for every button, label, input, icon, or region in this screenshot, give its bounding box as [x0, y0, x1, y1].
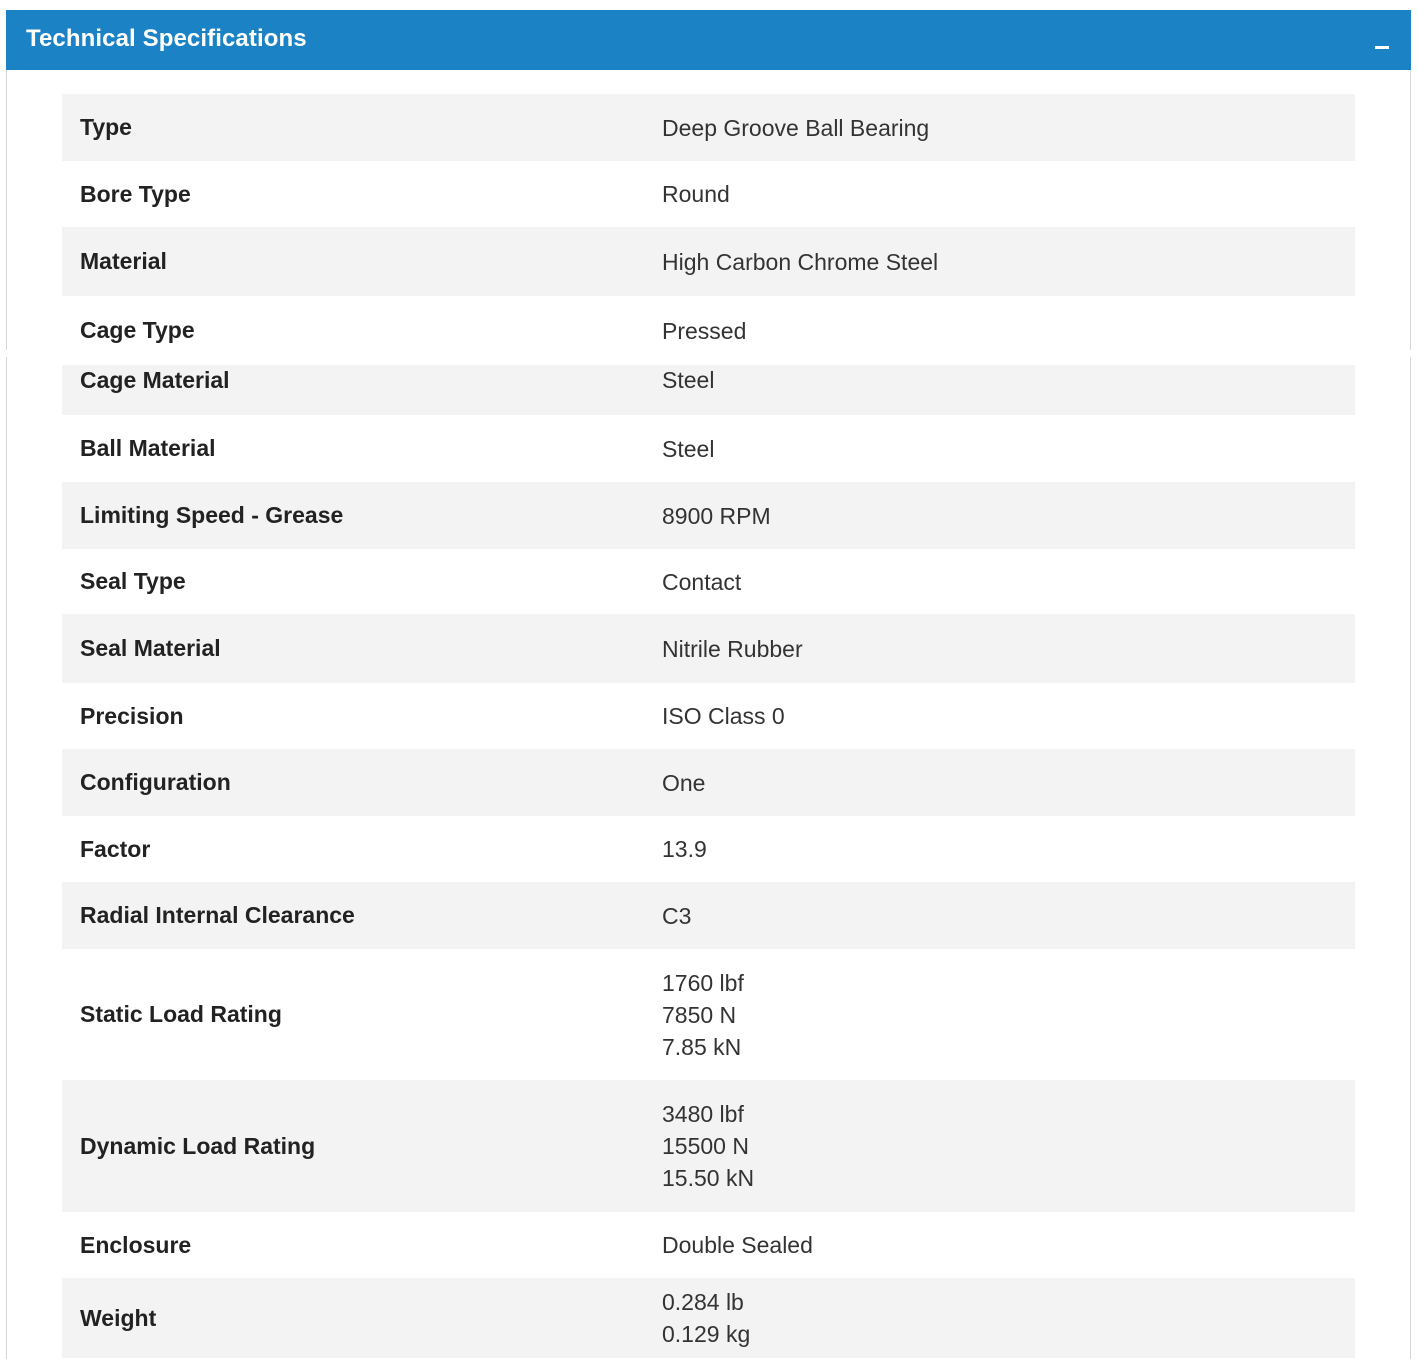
spec-row [62, 482, 1355, 549]
spec-value-line: 1760 lbf [662, 969, 744, 996]
spec-label: Cage Material [80, 367, 230, 393]
spec-value-line: 0.129 kg [662, 1321, 751, 1347]
spec-value-line: C3 [662, 902, 692, 929]
spec-value-line: Nitrile Rubber [662, 635, 803, 662]
spec-label: Cage Type [80, 317, 195, 343]
spec-value-line: ISO Class 0 [662, 703, 785, 729]
spec-value [662, 967, 744, 1063]
spec-row [62, 227, 1355, 296]
spec-row [62, 94, 1355, 161]
spec-value-line: 13.9 [662, 836, 707, 862]
spec-value [662, 365, 714, 395]
spec-value-line: 15.50 kN [662, 1165, 755, 1191]
spec-label: Bore Type [80, 180, 191, 207]
spec-label: Factor [80, 835, 151, 862]
spec-value [662, 833, 707, 865]
spec-value-line: High Carbon Chrome Steel [662, 248, 939, 275]
spec-row [62, 614, 1355, 683]
minus-icon[interactable] [1375, 33, 1391, 55]
spec-label: Seal Material [80, 635, 221, 661]
spec-value [662, 1229, 813, 1261]
spec-label: Dynamic Load Rating [80, 1132, 316, 1159]
spec-label: Static Load Rating [80, 1001, 282, 1027]
spec-value [662, 566, 741, 598]
spec-value [662, 633, 803, 665]
spec-label: Seal Type [80, 568, 186, 594]
spec-value-line: Double Sealed [662, 1232, 813, 1258]
spec-label: Material [80, 248, 167, 274]
spec-value-line: Contact [662, 568, 742, 595]
spec-value [662, 112, 929, 144]
spec-value [662, 700, 785, 732]
spec-label: Configuration [80, 769, 231, 795]
spec-row [62, 882, 1355, 949]
spec-row [62, 365, 1355, 415]
spec-value-line: Steel [662, 367, 715, 393]
spec-label: Type [80, 114, 132, 140]
spec-value [662, 315, 746, 347]
spec-value-line: 0.284 lb [662, 1289, 744, 1315]
spec-label: Radial Internal Clearance [80, 902, 355, 928]
spec-value-line: Deep Groove Ball Bearing [662, 114, 930, 141]
spec-row [62, 1212, 1355, 1278]
spec-row [62, 549, 1355, 614]
spec-row [62, 415, 1355, 482]
spec-row [62, 1080, 1355, 1212]
spec-value-line: Pressed [662, 317, 747, 344]
spec-label: Ball Material [80, 435, 216, 461]
spec-value [662, 433, 714, 465]
spec-value-line: 15500 N [662, 1133, 749, 1159]
spec-row [62, 749, 1355, 816]
spec-value-line: 3480 lbf [662, 1101, 744, 1127]
spec-value-line: Steel [662, 435, 715, 462]
spec-row [62, 161, 1355, 227]
spec-row [62, 683, 1355, 749]
spec-value [662, 500, 771, 532]
panel-divider [0, 350, 1419, 357]
spec-value-line: One [662, 769, 706, 796]
spec-row [62, 949, 1355, 1080]
spec-value-line: 7850 N [662, 1001, 737, 1028]
panel-title: Technical Specifications [26, 25, 307, 52]
spec-label: Precision [80, 702, 184, 729]
spec-row [62, 816, 1355, 882]
spec-value [662, 246, 938, 278]
spec-label: Enclosure [80, 1231, 192, 1258]
spec-value [662, 1286, 750, 1350]
spec-label: Weight [80, 1304, 157, 1331]
spec-label: Limiting Speed - Grease [80, 502, 344, 528]
panel-header[interactable] [6, 10, 1411, 70]
spec-value [662, 767, 705, 799]
spec-value [662, 178, 730, 210]
spec-value [662, 900, 691, 932]
spec-value [662, 1098, 754, 1194]
spec-value-line: Round [662, 181, 730, 207]
spec-value-line: 7.85 kN [662, 1033, 742, 1060]
spec-value-line: 8900 RPM [662, 502, 771, 529]
spec-row [62, 1278, 1355, 1358]
